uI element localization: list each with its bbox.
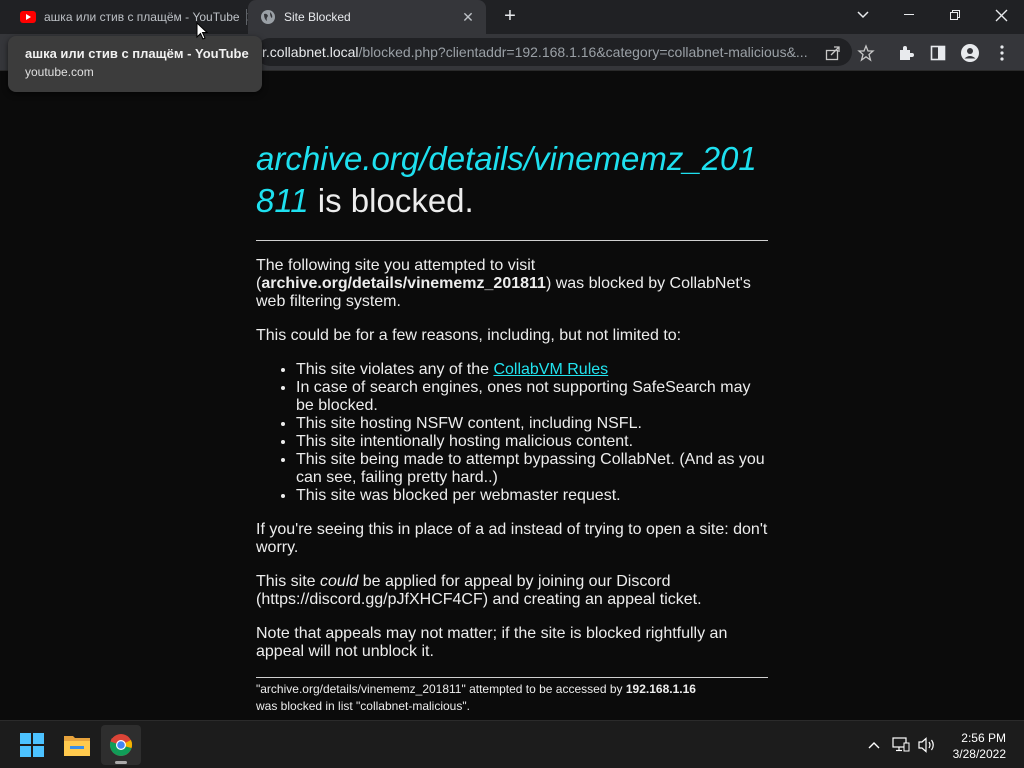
file-explorer-icon[interactable] xyxy=(57,725,97,765)
appeal-note: Note that appeals may not matter; if the site is blocked rightfully an appeal will not unblock it. xyxy=(256,625,728,660)
tab-title: ашка или стив с плащём - YouTube xyxy=(44,10,240,24)
list-item: • This site intentionally hosting malicious content. xyxy=(296,433,768,451)
tab-hover-tooltip xyxy=(8,36,262,92)
share-icon[interactable] xyxy=(822,42,844,64)
tab-youtube[interactable] xyxy=(8,0,246,34)
tab-strip xyxy=(0,0,1024,34)
chevron-up-icon[interactable] xyxy=(864,735,884,755)
tab-title: Site Blocked xyxy=(284,10,351,24)
chrome-icon[interactable] xyxy=(101,725,141,765)
taskbar xyxy=(0,720,1024,768)
footer-ip: 192.168.1.16 xyxy=(625,682,696,696)
list-item: • This site hosting NSFW content, including NSFL. xyxy=(296,415,768,433)
running-indicator xyxy=(115,761,127,764)
tab-separator xyxy=(246,9,247,25)
clock-time: 2:56 PM xyxy=(961,731,1006,745)
appeal-paragraph xyxy=(256,573,768,609)
profile-avatar-icon[interactable] xyxy=(959,42,981,64)
address-bar[interactable] xyxy=(256,38,852,66)
address-host: r.collabnet.local xyxy=(262,44,359,60)
reasons-intro: This could be for a few reasons, including, but not limited to: xyxy=(256,327,682,344)
restore-icon xyxy=(950,10,960,20)
close-icon[interactable]: ✕ xyxy=(462,9,474,25)
heading-suffix: is blocked. xyxy=(308,182,474,219)
tooltip-title: ашка или стив с плащём - YouTube xyxy=(25,46,249,61)
appeal-emphasis: could xyxy=(320,573,359,590)
minimize-icon xyxy=(904,14,914,16)
system-clock[interactable] xyxy=(953,730,1006,762)
list-item: • This site being made to attempt bypassing CollabNet. (And as you can see, failing pretty hard..) xyxy=(296,451,768,487)
list-item: • In case of search engines, ones not supporting SafeSearch may be blocked. xyxy=(296,379,768,415)
star-icon[interactable] xyxy=(855,42,877,64)
clock-date: 3/28/2022 xyxy=(952,747,1006,761)
blocked-site-name: archive.org/details/vinememz_201811 xyxy=(256,140,757,219)
tooltip-url: youtube.com xyxy=(25,65,94,79)
menu-kebab-icon[interactable] xyxy=(991,42,1013,64)
list-item xyxy=(296,361,768,379)
tab-site-blocked[interactable] xyxy=(248,0,486,34)
intro-paragraph xyxy=(256,257,768,311)
side-panel-icon[interactable] xyxy=(927,42,949,64)
footer-text: was blocked in list "collabnet-malicious". xyxy=(256,699,470,713)
globe-icon xyxy=(260,9,276,25)
list-item: • This site was blocked per webmaster request. xyxy=(296,487,768,505)
close-icon xyxy=(996,10,1007,21)
network-icon[interactable] xyxy=(891,735,911,755)
chevron-down-icon xyxy=(857,11,869,19)
footer-text: attempted to be accessed by xyxy=(465,682,626,696)
footer-divider xyxy=(256,677,768,678)
footer-site: "archive.org/details/vinememz_201811" xyxy=(256,682,466,696)
new-tab-button[interactable]: + xyxy=(504,5,516,27)
page-footer xyxy=(256,681,768,715)
page-title xyxy=(256,138,768,222)
volume-icon[interactable] xyxy=(917,735,937,755)
ad-note: If you're seeing this in place of a ad instead of trying to open a site: don't worry. xyxy=(256,521,768,556)
intro-text: The following site you attempted to visit ( xyxy=(256,257,536,292)
tab-search-button[interactable] xyxy=(840,0,886,30)
blocked-site-bold: archive.org/details/vinememz_201811 xyxy=(261,275,546,292)
collabvm-rules-link[interactable]: CollabVM Rules xyxy=(493,361,609,378)
blocked-page-content xyxy=(256,138,768,715)
minimize-button[interactable] xyxy=(886,0,932,30)
page-viewport xyxy=(0,72,1024,720)
divider xyxy=(256,240,768,241)
appeal-text: be applied for appeal by joining our Discord (https://discord.gg/pJfXHCF4CF) and creating an appeal ticket. xyxy=(256,573,702,608)
mouse-cursor-icon xyxy=(196,22,208,40)
reason-text: This site violates any of the xyxy=(296,361,494,378)
window-close-button[interactable] xyxy=(978,0,1024,30)
youtube-icon xyxy=(20,9,36,25)
address-path: /blocked.php?clientaddr=192.168.1.16&category=collabnet-malicious&... xyxy=(358,44,808,60)
windows-start-icon[interactable] xyxy=(12,725,52,765)
intro-text: ) was blocked by CollabNet's web filtering system. xyxy=(256,275,751,310)
extensions-icon[interactable] xyxy=(895,42,917,64)
appeal-text: This site xyxy=(256,573,321,590)
reasons-list xyxy=(296,361,768,505)
restore-button[interactable] xyxy=(932,0,978,30)
